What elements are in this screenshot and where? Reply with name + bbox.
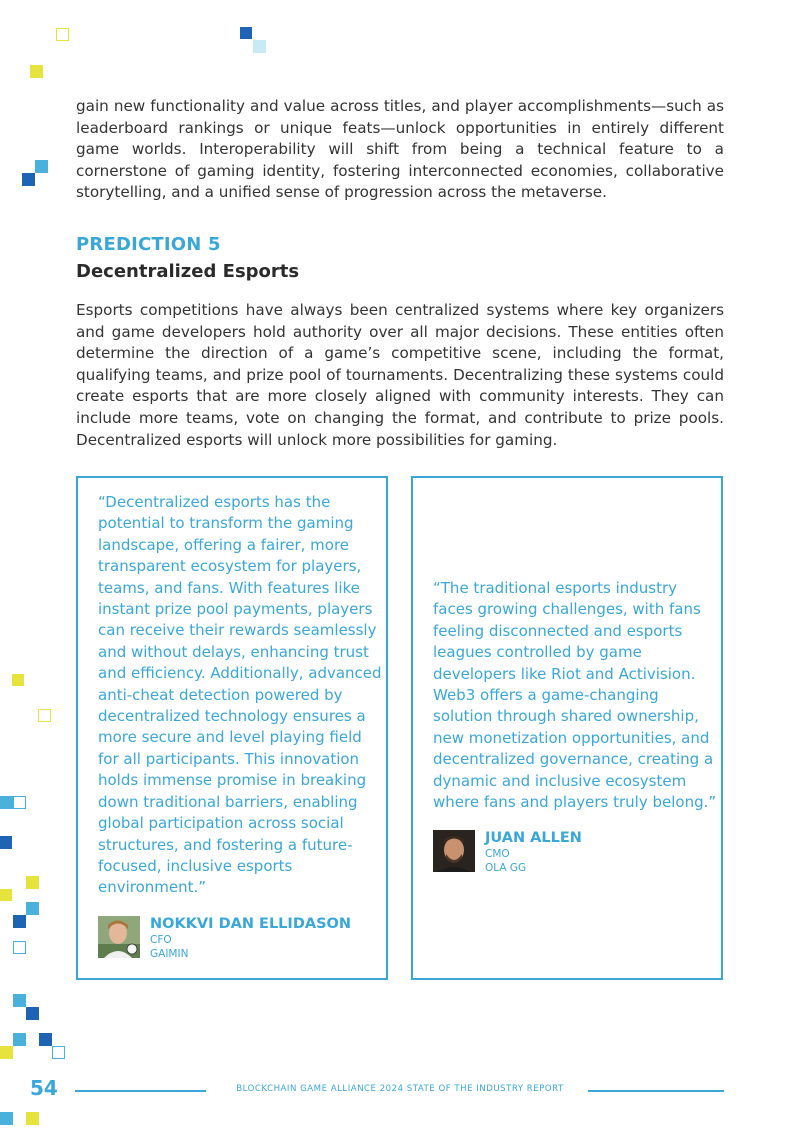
decor-square [38,709,51,722]
person-name: JUAN ALLEN [485,830,582,846]
decor-square [0,1046,13,1059]
quote-attribution [433,830,582,875]
decor-square [35,160,48,173]
decor-square [12,674,24,686]
person-role: CMO [485,848,510,860]
footer-divider [75,1090,206,1092]
decor-square [26,876,39,889]
decor-square [52,1046,65,1059]
quote-text: “The traditional esports industry faces growing challenges, with fans feeling disconnected and esports leagues controlled by game developers like Riot and Activision. Web3 offers a game-changing solution through shared ownership, new monetization opportunities, and decentralized governance, creating a dynamic and inclusive ecosystem where fans and players truly belong.” [433,579,717,812]
footer-divider [588,1090,724,1092]
decor-square [0,889,12,901]
decor-square [26,902,39,915]
prediction-label: PREDICTION 5 [76,234,221,255]
decor-square [26,1112,39,1125]
decor-square [13,1033,26,1046]
decor-square [253,40,266,53]
quote-box [76,476,388,980]
quote-attribution [98,916,351,961]
decor-square [13,941,26,954]
avatar [433,830,475,872]
decor-square [26,1007,39,1020]
decor-square [30,65,43,78]
page-number: 54 [30,1076,58,1100]
decor-square [0,1112,13,1125]
avatar [98,916,140,958]
decor-square [56,28,69,41]
quote-box [411,476,723,980]
quote-text: “Decentralized esports has the potential to transform the gaming landscape, offering a fairer, more transparent ecosystem for players, teams, and fans. With features like instant prize pool payments, players can receive their rewards seamlessly and without delays, enhancing trust and efficiency. Additionally, advanced anti-cheat detection powered by decentralized technology ensures a more secure and level playing field for all participants. This innovation holds immense promise in breaking down traditional barriers, enabling global participation across social structures, and fostering a future-focused, inclusive esports environment.” [98,493,382,897]
decor-square [39,1033,52,1046]
decor-square [13,994,26,1007]
intro-paragraph: gain new functionality and value across titles, and player accomplishments—such as leaderboard rankings or unique feats—unlock opportunities in entirely different game worlds. Interoperability will shift from being a technical feature to a cornerstone of gaming identity, fostering interconnected economies, collaborative storytelling, and a unified sense of progression across the metaverse. [76,97,724,202]
decor-square [13,796,26,809]
section-title: Decentralized Esports [76,261,300,282]
decor-square [0,796,13,809]
person-company: OLA GG [485,862,527,874]
footer-report-title: BLOCKCHAIN GAME ALLIANCE 2024 STATE OF THE INDUSTRY REPORT [236,1084,564,1094]
decor-square [0,836,12,849]
decor-square [13,915,26,928]
person-company: GAIMIN [150,948,189,960]
person-role: CFO [150,934,172,946]
person-name: NOKKVI DAN ELLIDASON [150,916,351,932]
section-body: Esports competitions have always been centralized systems where key organizers and game developers hold authority over all major decisions. These entities often determine the direction of a game’s competitive scene, including the format, qualifying teams, and prize pool of tournaments. Decentralizing these systems could create esports that are more closely aligned with community interests. They can include more teams, vote on changing the format, and contribute to prize pools. Decentralized esports will unlock more possibilities for gaming. [76,301,724,449]
decor-square [240,27,252,39]
decor-square [22,173,35,186]
